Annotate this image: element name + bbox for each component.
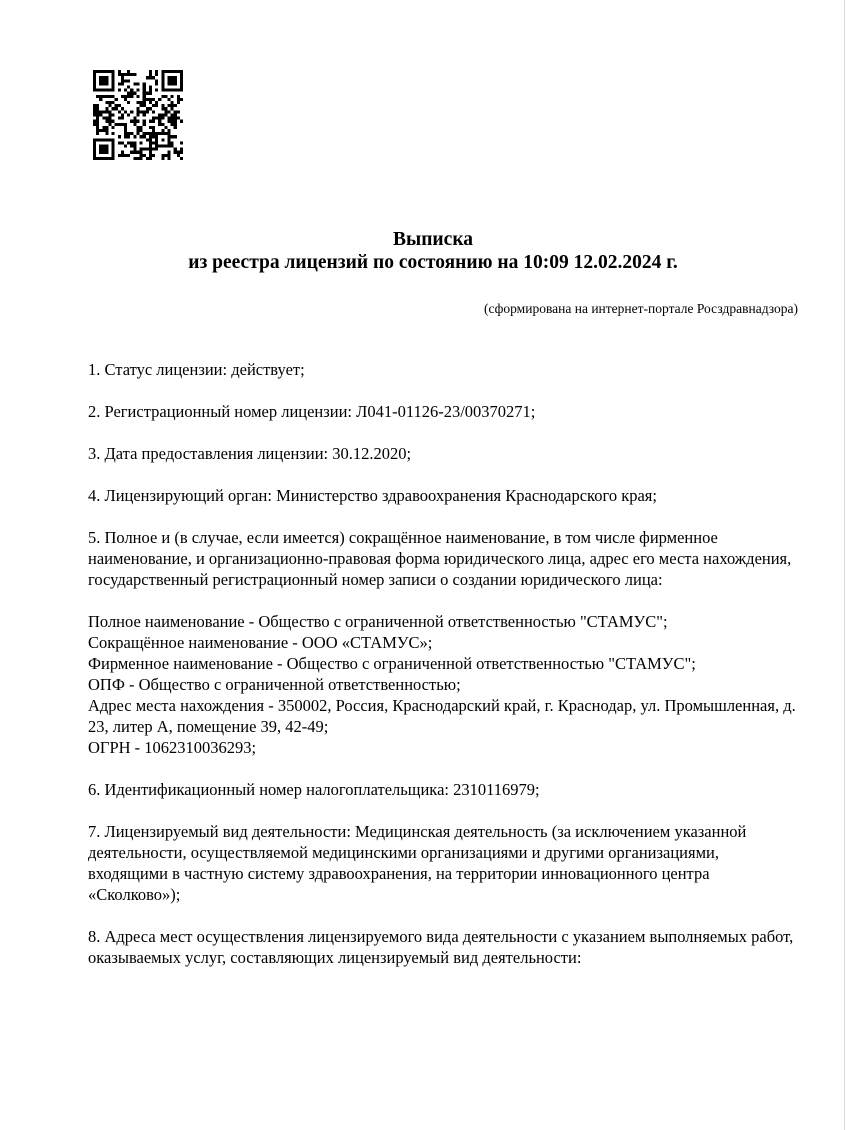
paragraph-licensing-authority: 4. Лицензирующий орган: Министерство здравоохранения Краснодарского края;: [88, 486, 657, 505]
paragraph-license-status: 1. Статус лицензии: действует;: [88, 360, 305, 379]
title-line-2: из реестра лицензий по состоянию на 10:09 12.02.2024 г.: [188, 252, 678, 273]
entity-ogrn: ОГРН - 1062310036293;: [88, 738, 257, 757]
document-title: [88, 228, 778, 274]
entity-brand-name: Фирменное наименование - Общество с ограниченной ответственностью "СТАМУС";: [88, 654, 696, 673]
entity-address: Адрес места нахождения - 350002, Россия, Краснодарский край, г. Краснодар, ул. Промышленная, д. 23, литер А, помещение 39, 42-49;: [88, 696, 796, 736]
entity-details-block: [88, 611, 798, 758]
document-subtitle: (сформирована на интернет-портале Росздравнадзора): [483, 301, 798, 316]
paragraph-taxpayer-number: 6. Идентификационный номер налогоплательщика: 2310116979;: [88, 780, 540, 799]
paragraph-entity-heading: 5. Полное и (в случае, если имеется) сокращённое наименование, в том числе фирменное наименование, и организационно-правовая форма юридического лица, адрес его места нахождения, государственный регистрационный номер записи о создании юридического лица:: [88, 528, 792, 589]
paragraph-grant-date: 3. Дата предоставления лицензии: 30.12.2020;: [88, 444, 412, 463]
document-content: [88, 0, 798, 989]
paragraph-activity-addresses: 8. Адреса мест осуществления лицензируемого вида деятельности с указанием выполняемых работ, оказываемых услуг, составляющих лицензируемый вид деятельности:: [88, 927, 794, 967]
title-line-1: Выписка: [392, 229, 474, 250]
paragraph-registration-number: 2. Регистрационный номер лицензии: Л041-01126-23/00370271;: [88, 402, 536, 421]
paragraph-licensed-activity: 7. Лицензируемый вид деятельности: Медицинская деятельность (за исключением указанной деятельности, осуществляемой медицинскими организациями и другими организациями, входящими в частную систему здравоохранения, на территории инновационного центра «Сколково»);: [88, 822, 747, 904]
entity-full-name: Полное наименование - Общество с ограниченной ответственностью "СТАМУС";: [88, 612, 668, 631]
entity-legal-form: ОПФ - Общество с ограниченной ответственностью;: [88, 675, 461, 694]
entity-short-name: Сокращённое наименование - ООО «СТАМУС»;: [88, 633, 433, 652]
